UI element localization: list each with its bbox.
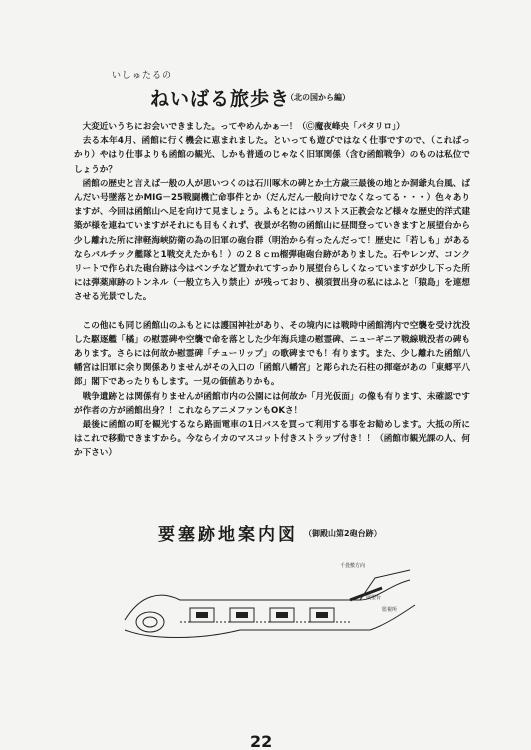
body-paragraph: この他にも同じ函館山のふもとには護国神社があり、その境内には戦時中函館湾内で空襲を受け沈没した駆逐艦「橘」の慰霊碑や空襲で命を落とした少年海兵達の慰霊碑、ニューギニア戦線戦没者の碑もあります。さらには何故か慰霊碑「チューリップ」の歌碑までも！有ります。また、少し離れた函館八幡宮は旧軍に余り関係ありませんがその入口の「函館八幡宮」と彫られた石柱の揮毫があの「東郷平八郎」閣下であったりもします。一見の価値ありかも。 戦争遺跡とは関係有りませんが函館市内の公園には何故か「月光仮面」の像も有ります、未確認ですが作者の方が函館出身？！これならアニメファンもOKさ！ 最後に函館の町を観光するなら路面電車の1日バスを買って利用する事をお勧めします。大抵の所にはこれで移動できますから。今ならイカのマスコット付きストラップ付き！！（函館市観光課の人、何か下さい） (74, 320, 470, 459)
map-gun-marker (276, 612, 288, 618)
map-drawing (120, 560, 420, 650)
section-subtitle: （御殿山第2砲台跡） (304, 529, 382, 538)
article-body (74, 120, 470, 461)
map-battery-inner (143, 617, 157, 627)
page-number: 22 (250, 732, 273, 750)
map-label-north: 千畳敷方向 (340, 563, 366, 569)
map-gun-marker (316, 612, 328, 618)
map-battery-round (136, 612, 164, 632)
section-title: 要塞跡地案内図 (158, 525, 298, 545)
map-gun-marker (236, 612, 248, 618)
map-label-lookout: 監視所 (382, 607, 398, 613)
article-subtitle: （北の国から編） (286, 93, 350, 102)
map-label-observatory: 展望台 (366, 595, 382, 601)
map-gun-marker (196, 612, 208, 618)
author-kicker: いしゅたるの (112, 71, 173, 81)
fort-map-diagram (120, 560, 420, 650)
body-paragraph: 大変近いうちにお会いできました。ってやめんかぁ一！（Ⓒ魔夜峰央「パタリロ」） 去る本年4月、函館に行く機会に恵まれました。といっても遊びではなく仕事ですので、（こればっかり）やはり仕事よりも函館の観光、しかも普通のじゃなく旧軍関係（含む函館戦争）のものは私位でしょうか？ 函館の歴史と言えば一般の人が思いつくのは石川啄木の碑とか土方歳三最後の地とか洞爺丸台風、ばんだい号墜落とかMIG－25戦闘機亡命事件とか（だんだん一般向けでなくなってる・・・）色々ありますが、今回は函館山へ足を向けて見ましょう。ふもとにはハリストス正教会など様々な歴史的洋式建築が様を連ねていますがそれにも目もくれず、夜景が名物の函館山に昼間登っていきますと展望台から少し離れた所に津軽海峡防衛の為の旧軍の砲台群（明治から有ったんだって！歴史に「若しも」があるならバルチック艦隊と1戦交えたかも！）の２８ｃｍ榴弾砲砲台跡がありました。石やレンガ、コンクリートで作られた砲台跡は今はベンチなど置かれてすっかり展望台らしくなっていますが少し下った所には弾薬庫跡のトンネル（一般立ち入り禁止）が残っており、横須賀出身の私にはふと「猿島」を連想させる光景でした。 (74, 122, 470, 303)
article-title: ねいばる旅歩き (150, 88, 291, 110)
